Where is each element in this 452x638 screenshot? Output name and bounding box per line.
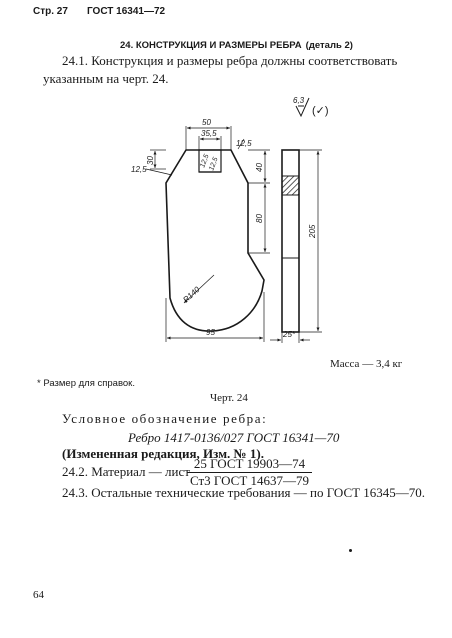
dim-inner-2: 12,5 xyxy=(208,156,220,172)
page-number: 64 xyxy=(33,589,44,601)
dim-width-35-5: 35,5 xyxy=(201,129,217,138)
designation-label: Условное обозначение ребра: xyxy=(62,411,268,426)
section-detail: (деталь 2) xyxy=(305,40,353,51)
footnote: * Размер для справок. xyxy=(37,378,135,389)
rib-side-view xyxy=(282,150,299,332)
dim-width-50: 50 xyxy=(202,118,211,127)
dim-width-95: 95 xyxy=(206,328,215,337)
material-numerator: 25 ГОСТ 19903—74 xyxy=(193,456,306,471)
para-24-1-line2: указанным на черт. 24. xyxy=(43,71,169,86)
header-standard: ГОСТ 16341—72 xyxy=(87,6,166,17)
dim-radius: R140 xyxy=(181,285,202,305)
rib-front-view xyxy=(166,150,264,331)
dim-inner-1: 12,5 xyxy=(199,153,211,169)
para-24-1-line1: 24.1. Конструкция и размеры ребра должны соответствовать xyxy=(62,53,398,68)
dim-height-40: 40 xyxy=(255,163,264,172)
print-dot xyxy=(349,549,352,552)
dim-height-205: 205 xyxy=(308,224,317,238)
figure-caption: Черт. 24 xyxy=(210,392,248,404)
header-page: Стр. 27 xyxy=(33,6,68,17)
dim-height-30: 30 xyxy=(146,156,155,165)
amendment-text: (Измененная редакция, Изм. № 1). xyxy=(62,446,264,461)
dim-chamfer-left: 12,5 xyxy=(131,165,147,174)
dim-height-80: 80 xyxy=(255,214,264,223)
material-denominator: Ст3 ГОСТ 14637—79 xyxy=(187,472,312,489)
para-24-3: 24.3. Остальные технические требования — по ГОСТ 16345—70. xyxy=(62,485,426,500)
dim-chamfer-right: 12,5 xyxy=(236,139,252,148)
roughness-value: 6,3 xyxy=(293,96,305,105)
roughness-symbol xyxy=(293,96,329,117)
designation-value: Ребро 1417-0136/027 ГОСТ 16341—70 xyxy=(128,430,340,445)
mass-label: Масса — 3,4 кг xyxy=(330,358,403,370)
roughness-general: (✓) xyxy=(312,105,329,117)
material-label: 24.2. Материал — лист xyxy=(62,464,190,479)
section-title: 24. КОНСТРУКЦИЯ И РАЗМЕРЫ РЕБРА xyxy=(120,40,302,51)
dim-thickness: 25* xyxy=(283,330,296,339)
